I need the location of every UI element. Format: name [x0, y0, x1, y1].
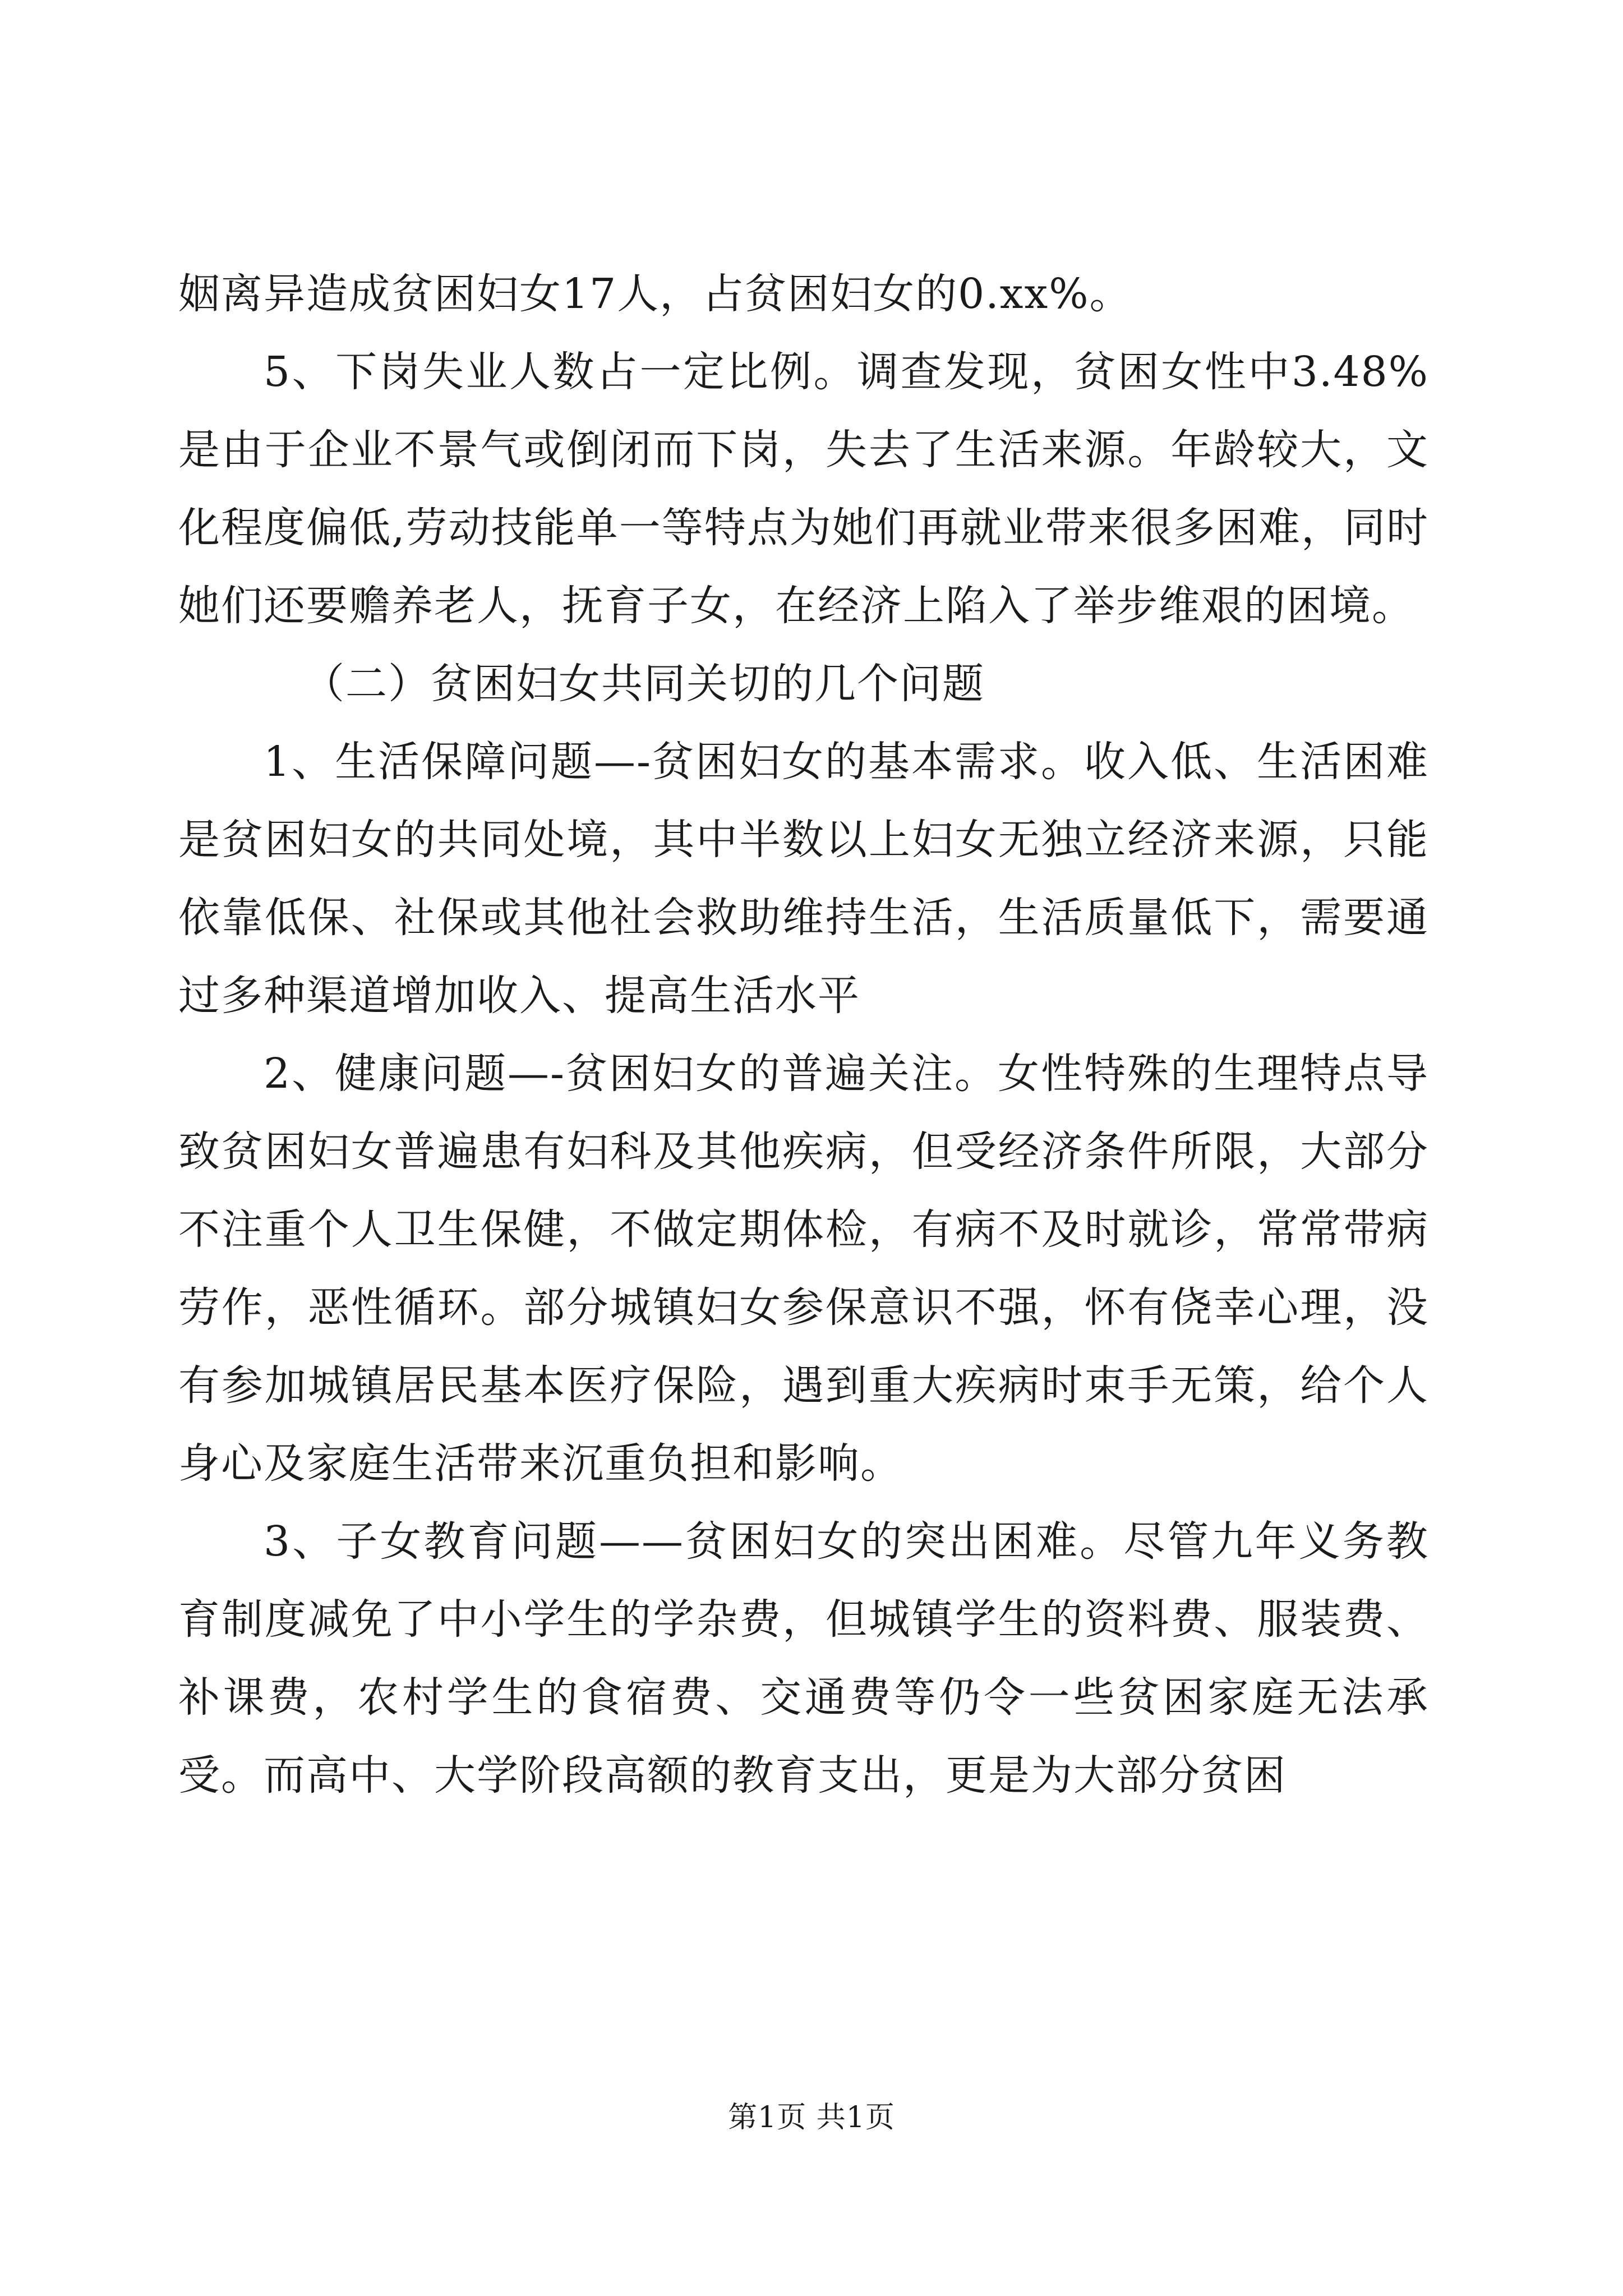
document-body — [178, 255, 1429, 1815]
section-heading: （二）贫困妇女共同关切的几个问题 — [303, 660, 985, 708]
paragraph-item-3: 3、子女教育问题——贫困妇女的突出困难。尽管九年义务教育制度减免了中小学生的学杂费，但城镇学生的资料费、服装费、补课费，农村学生的食宿费、交通费等仍令一些贫困家庭无法承受。而高中、大学阶段高额的教育支出，更是为大部分贫困 — [178, 1517, 1429, 1800]
paragraph-continuation: 姻离异造成贫困妇女17人，占贫困妇女的0.xx%。 — [178, 270, 1132, 318]
paragraph-item-1: 1、生活保障问题—-贫困妇女的基本需求。收入低、生活困难是贫困妇女的共同处境，其中半数以上妇女无独立经济来源，只能依靠低保、社保或其他社会救助维持生活，生活质量低下，需要通过多种渠道增加收入、提高生活水平 — [178, 738, 1429, 1020]
paragraph-item-5: 5、下岗失业人数占一定比例。调查发现，贫困女性中3.48%是由于企业不景气或倒闭而下岗，失去了生活来源。年龄较大，文化程度偏低,劳动技能单一等特点为她们再就业带来很多困难，同时她们还要赡养老人，抚育子女，在经济上陷入了举步维艰的困境。 — [178, 348, 1429, 630]
paragraph-item-2: 2、健康问题—-贫困妇女的普遍关注。女性特殊的生理特点导致贫困妇女普遍患有妇科及其他疾病，但受经济条件所限，大部分不注重个人卫生保健，不做定期体检，有病不及时就诊，常常带病劳作，恶性循环。部分城镇妇女参保意识不强，怀有侥幸心理，没有参加城镇居民基本医疗保险，遇到重大疾病时束手无策，给个人身心及家庭生活带来沉重负担和影响。 — [178, 1050, 1429, 1488]
page-footer: 第1页 共1页 — [728, 2101, 895, 2134]
